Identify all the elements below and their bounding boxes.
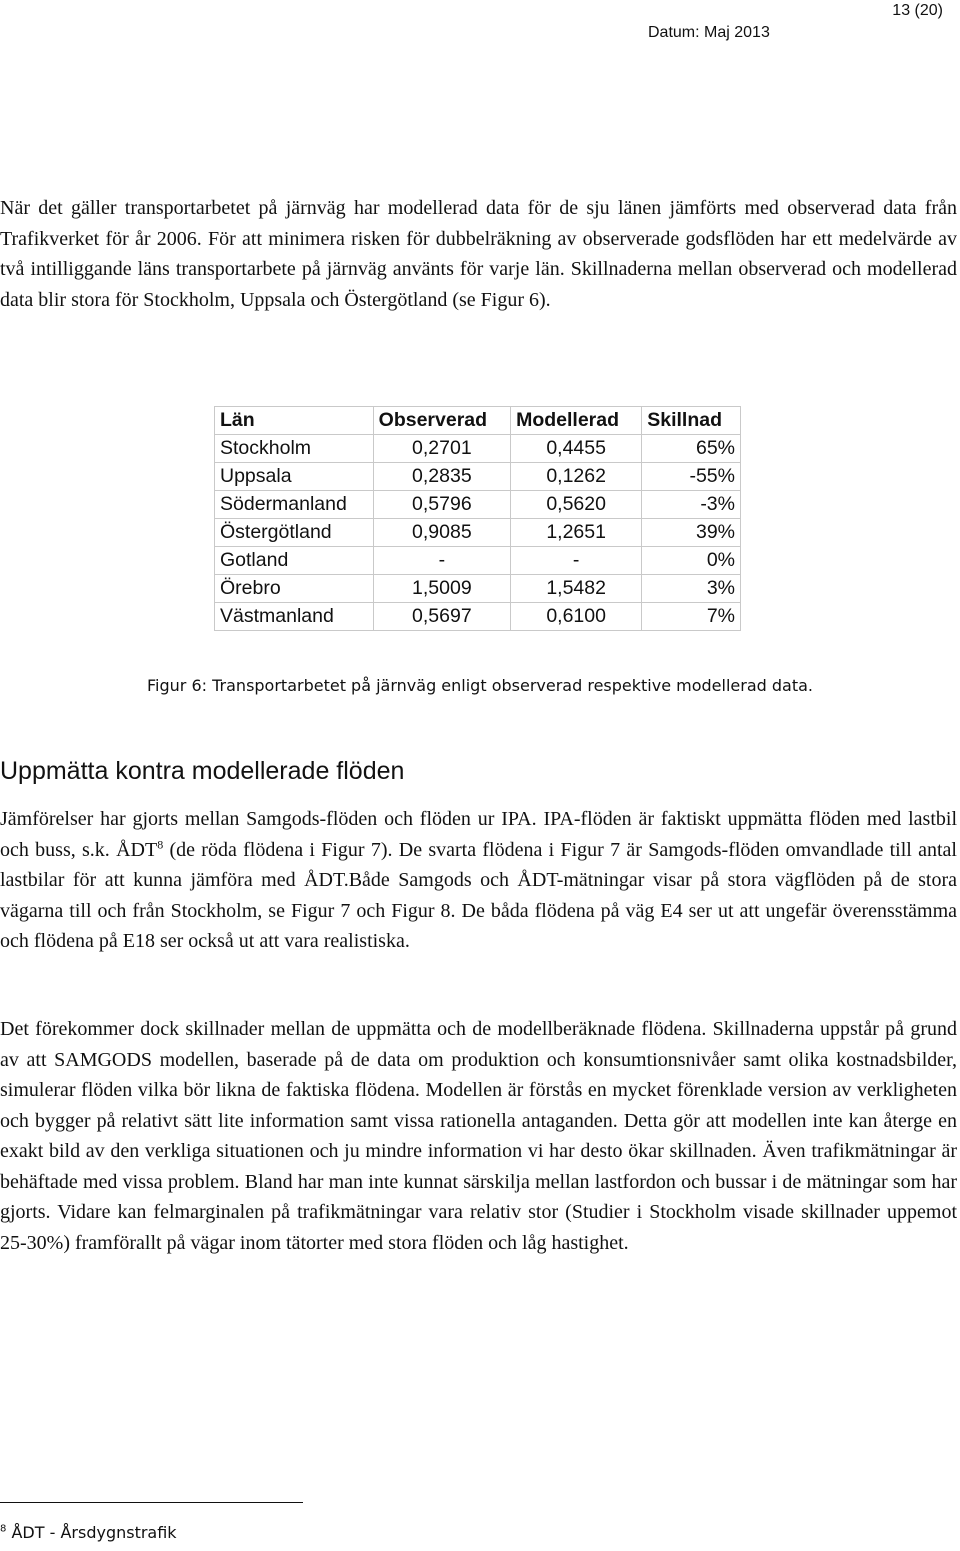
cell-lan: Västmanland <box>215 603 374 631</box>
table-row <box>215 435 741 463</box>
column-header-lan: Län <box>215 407 374 435</box>
cell-observerad: 0,2701 <box>373 435 510 463</box>
figure-6-table <box>214 406 741 631</box>
comparison-paragraph <box>0 804 957 957</box>
footnote-divider <box>0 1502 303 1503</box>
table-header-row <box>215 407 741 435</box>
table-row <box>215 575 741 603</box>
cell-skillnad: -55% <box>642 463 741 491</box>
table-row <box>215 491 741 519</box>
cell-modellerad: 0,4455 <box>511 435 642 463</box>
cell-skillnad: -3% <box>642 491 741 519</box>
cell-lan: Uppsala <box>215 463 374 491</box>
footnote-marker: 8 <box>0 1523 7 1535</box>
table-row <box>215 547 741 575</box>
paragraph-text: (de röda flödena i Figur 7). De svarta flödena i Figur 7 är Samgods-flöden omvandlade till antal lastbilar för att kunna jämföra med ÅDT.Både Samgods och ÅDT-mätningar visar på stora vägflöden på de stora vägarna till och från Stockholm, se Figur 7 och Figur 8. De båda flödena på väg E4 ser ut att ungefär överensstämma och flödena på E18 ser också ut att vara realistiska. <box>0 838 957 952</box>
column-header-skillnad: Skillnad <box>642 407 741 435</box>
column-header-observerad: Observerad <box>373 407 510 435</box>
cell-skillnad: 39% <box>642 519 741 547</box>
cell-lan: Östergötland <box>215 519 374 547</box>
cell-skillnad: 7% <box>642 603 741 631</box>
differences-paragraph: Det förekommer dock skillnader mellan de uppmätta och de modellberäknade flödena. Skillnaderna uppstår på grund av att SAMGODS modellen, baserade på de data om produktion och konsumtionsnivåer samt olika kostnadsbilder, simulerar flöden vilka bör likna de faktiska flödena. Modellen är förstås en mycket förenklade version av verkligheten och bygger på relativt sätt lite information samt vissa rationella antaganden. Detta gör att modellen inte kan återge en exakt bild av den verkliga situationen och ju mindre information vi har desto ökar skillnaden. Även trafikmätningar är behäftade med vissa problem. Bland har man inte kunnat särskilja mellan lastfordon och bussar i de mätningar som har gjorts. Vidare kan felmarginalen på trafikmätningar vara relativ stor (Studier i Stockholm visade skillnader uppemot 25-30%) framförallt på vägar inom tätorter med stora flöden och låg hastighet. <box>0 1018 957 1254</box>
cell-lan: Gotland <box>215 547 374 575</box>
cell-modellerad: 1,5482 <box>511 575 642 603</box>
page-number: 13 (20) <box>892 2 943 19</box>
paragraph-text: Jämförelser har gjorts mellan Samgods-flöden och flöden ur IPA. IPA-flöden är faktiskt uppmätta flöden med lastbil och buss, s.k. ÅDT <box>0 808 957 861</box>
cell-lan: Stockholm <box>215 435 374 463</box>
cell-observerad: 0,5697 <box>373 603 510 631</box>
cell-modellerad: 0,6100 <box>511 603 642 631</box>
table-row <box>215 463 741 491</box>
cell-lan: Södermanland <box>215 491 374 519</box>
intro-paragraph: När det gäller transportarbetet på järnväg har modellerad data för de sju länen jämförts med observerad data från Trafikverket för år 2006. För att minimera risken för dubbelräkning av observerade godsflöden har ett medelvärde av två intilliggande läns transportarbete på järnväg använts för varje län. Skillnaderna mellan observerad och modellerad data blir stora för Stockholm, Uppsala och Östergötland (se Figur 6). <box>0 197 957 311</box>
cell-modellerad: 0,5620 <box>511 491 642 519</box>
cell-observerad: - <box>373 547 510 575</box>
cell-observerad: 0,2835 <box>373 463 510 491</box>
cell-modellerad: 1,2651 <box>511 519 642 547</box>
cell-skillnad: 3% <box>642 575 741 603</box>
footnote-reference[interactable]: 8 <box>157 836 164 851</box>
cell-lan: Örebro <box>215 575 374 603</box>
cell-skillnad: 0% <box>642 547 741 575</box>
cell-observerad: 0,5796 <box>373 491 510 519</box>
table-row <box>215 603 741 631</box>
footnote <box>0 1523 177 1542</box>
figure-caption: Figur 6: Transportarbetet på järnväg enligt observerad respektive modellerad data. <box>147 676 813 695</box>
column-header-modellerad: Modellerad <box>511 407 642 435</box>
cell-modellerad: - <box>511 547 642 575</box>
cell-observerad: 0,9085 <box>373 519 510 547</box>
table-row <box>215 519 741 547</box>
section-heading: Uppmätta kontra modellerade flöden <box>0 757 405 785</box>
cell-modellerad: 0,1262 <box>511 463 642 491</box>
document-date: Datum: Maj 2013 <box>648 24 770 41</box>
footnote-text: ÅDT - Årsdygnstrafik <box>11 1523 177 1542</box>
cell-observerad: 1,5009 <box>373 575 510 603</box>
cell-skillnad: 65% <box>642 435 741 463</box>
